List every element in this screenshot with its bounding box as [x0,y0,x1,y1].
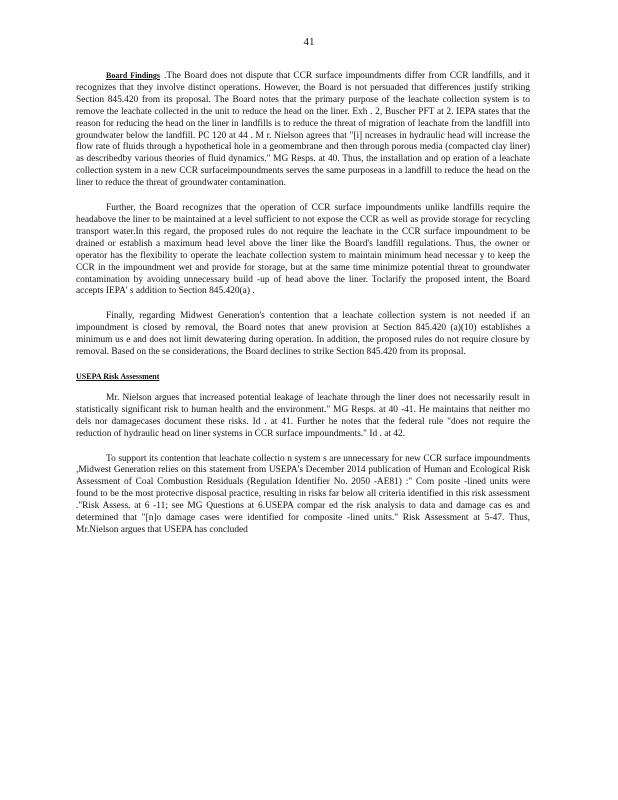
document-body [76,70,530,550]
paragraph-text: .The Board does not dispute that CCR surface impoundments differ from CCR landfills, and it recognizes that they involve distinct operations. However, the Board is not persuaded that differences justify striking Section 845.420 from its proposal. The Board notes that the primary purpose of the leachate collection system is to remove the leachate collected in the unit to reduce the head on the liner. Exh . 2, Buscher PFT at 2. IEPA states that the reason for reducing the head on the liner in landfills is to reduce the threat of migration of leachate from the landfill into groundwater below the landfill. PC 120 at 44 . M r. Nielson agrees that "[i] ncreases in hydraulic head will increase the flow rate of fluids through a hypothetical hole in a geomembrane and then through porous media (compacted clay liner) as describedby various theories of fluid dynamics." MG Resps. at 40. Thus, the installation and op eration of a leachate collection system in a new CCR surfaceimpoundments serves the same purposeas in a landfill to reduce the head on the liner to reduce the threat of groundwater contamination. [76,71,530,189]
paragraph: Finally, regarding Midwest Generation's contention that a leachate collection system is not needed if an impoundment is closed by removal, the Board notes that anew provision at Section 845.420 (a)(10) establishes a minimum us e and does not limit dewatering during operation. In addition, the proposed rules do not require closure by removal. Based on the se considerations, the Board declines to strike Section 845.420 from its proposal. [76,311,530,358]
section-heading: USEPA Risk Assessment [76,371,160,381]
paragraph-board-findings [76,70,530,190]
run-in-heading: Board Findings [106,71,160,80]
paragraph: Further, the Board recognizes that the operation of CCR surface impoundments unlike landfills require the headabove the liner to be maintained at a level sufficient to not expose the CCR as well as provide storage for recycling transport water.In this regard, the proposed rules do not require the leachate in the CCR surface impoundment to be drained or establish a maximum head level above the liner like the Board's landfill regulations. Thus, the owner or operator has the flexibility to operate the leachate collection system to maintain minimum head necessar y to keep the CCR in the impoundment wet and provide for storage, but at the same time minimize potential threat to groundwater contamination by avoiding unnecessary build -up of head above the liner. Toclarify the proposed intent, the Board accepts IEPA' s addition to Section 845.420(a) . [76,203,530,297]
paragraph: Mr. Nielson argues that increased potential leakage of leachate through the liner does not necessarily result in statistically significant risk to human health and the environment." MG Resps. at 40 -41. He maintains that neither mo dels nor damagecases document these risks. Id . at 41. Further he notes that the federal rule "does not require the reduction of hydraulic head on liner systems in CCR surface impoundments." Id . at 42. [76,392,530,439]
paragraph: To support its contention that leachate collectio n system s are unnecessary for new CCR surface impoundments ,Midwest Generation relies on this statement from USEPA's December 2014 publication of Human and Ecological Risk Assessment of Coal Combustion Residuals (Regulation Identifier No. 2050 -AE81) :" Com posite -lined units were found to be the most protective disposal practice, resulting in risks far below all criteria identified in this risk assessment ."Risk Assess. at 6 -11; see MG Questions at 6.USEPA compar ed the risk analysis to data and damage cas es and determined that "[n]o damage cases were identified for composite -lined units." Risk Assessment at 5-47. Thus, Mr.Nielson argues that USEPA has concluded [76,453,530,535]
page-number: 41 [303,36,315,48]
